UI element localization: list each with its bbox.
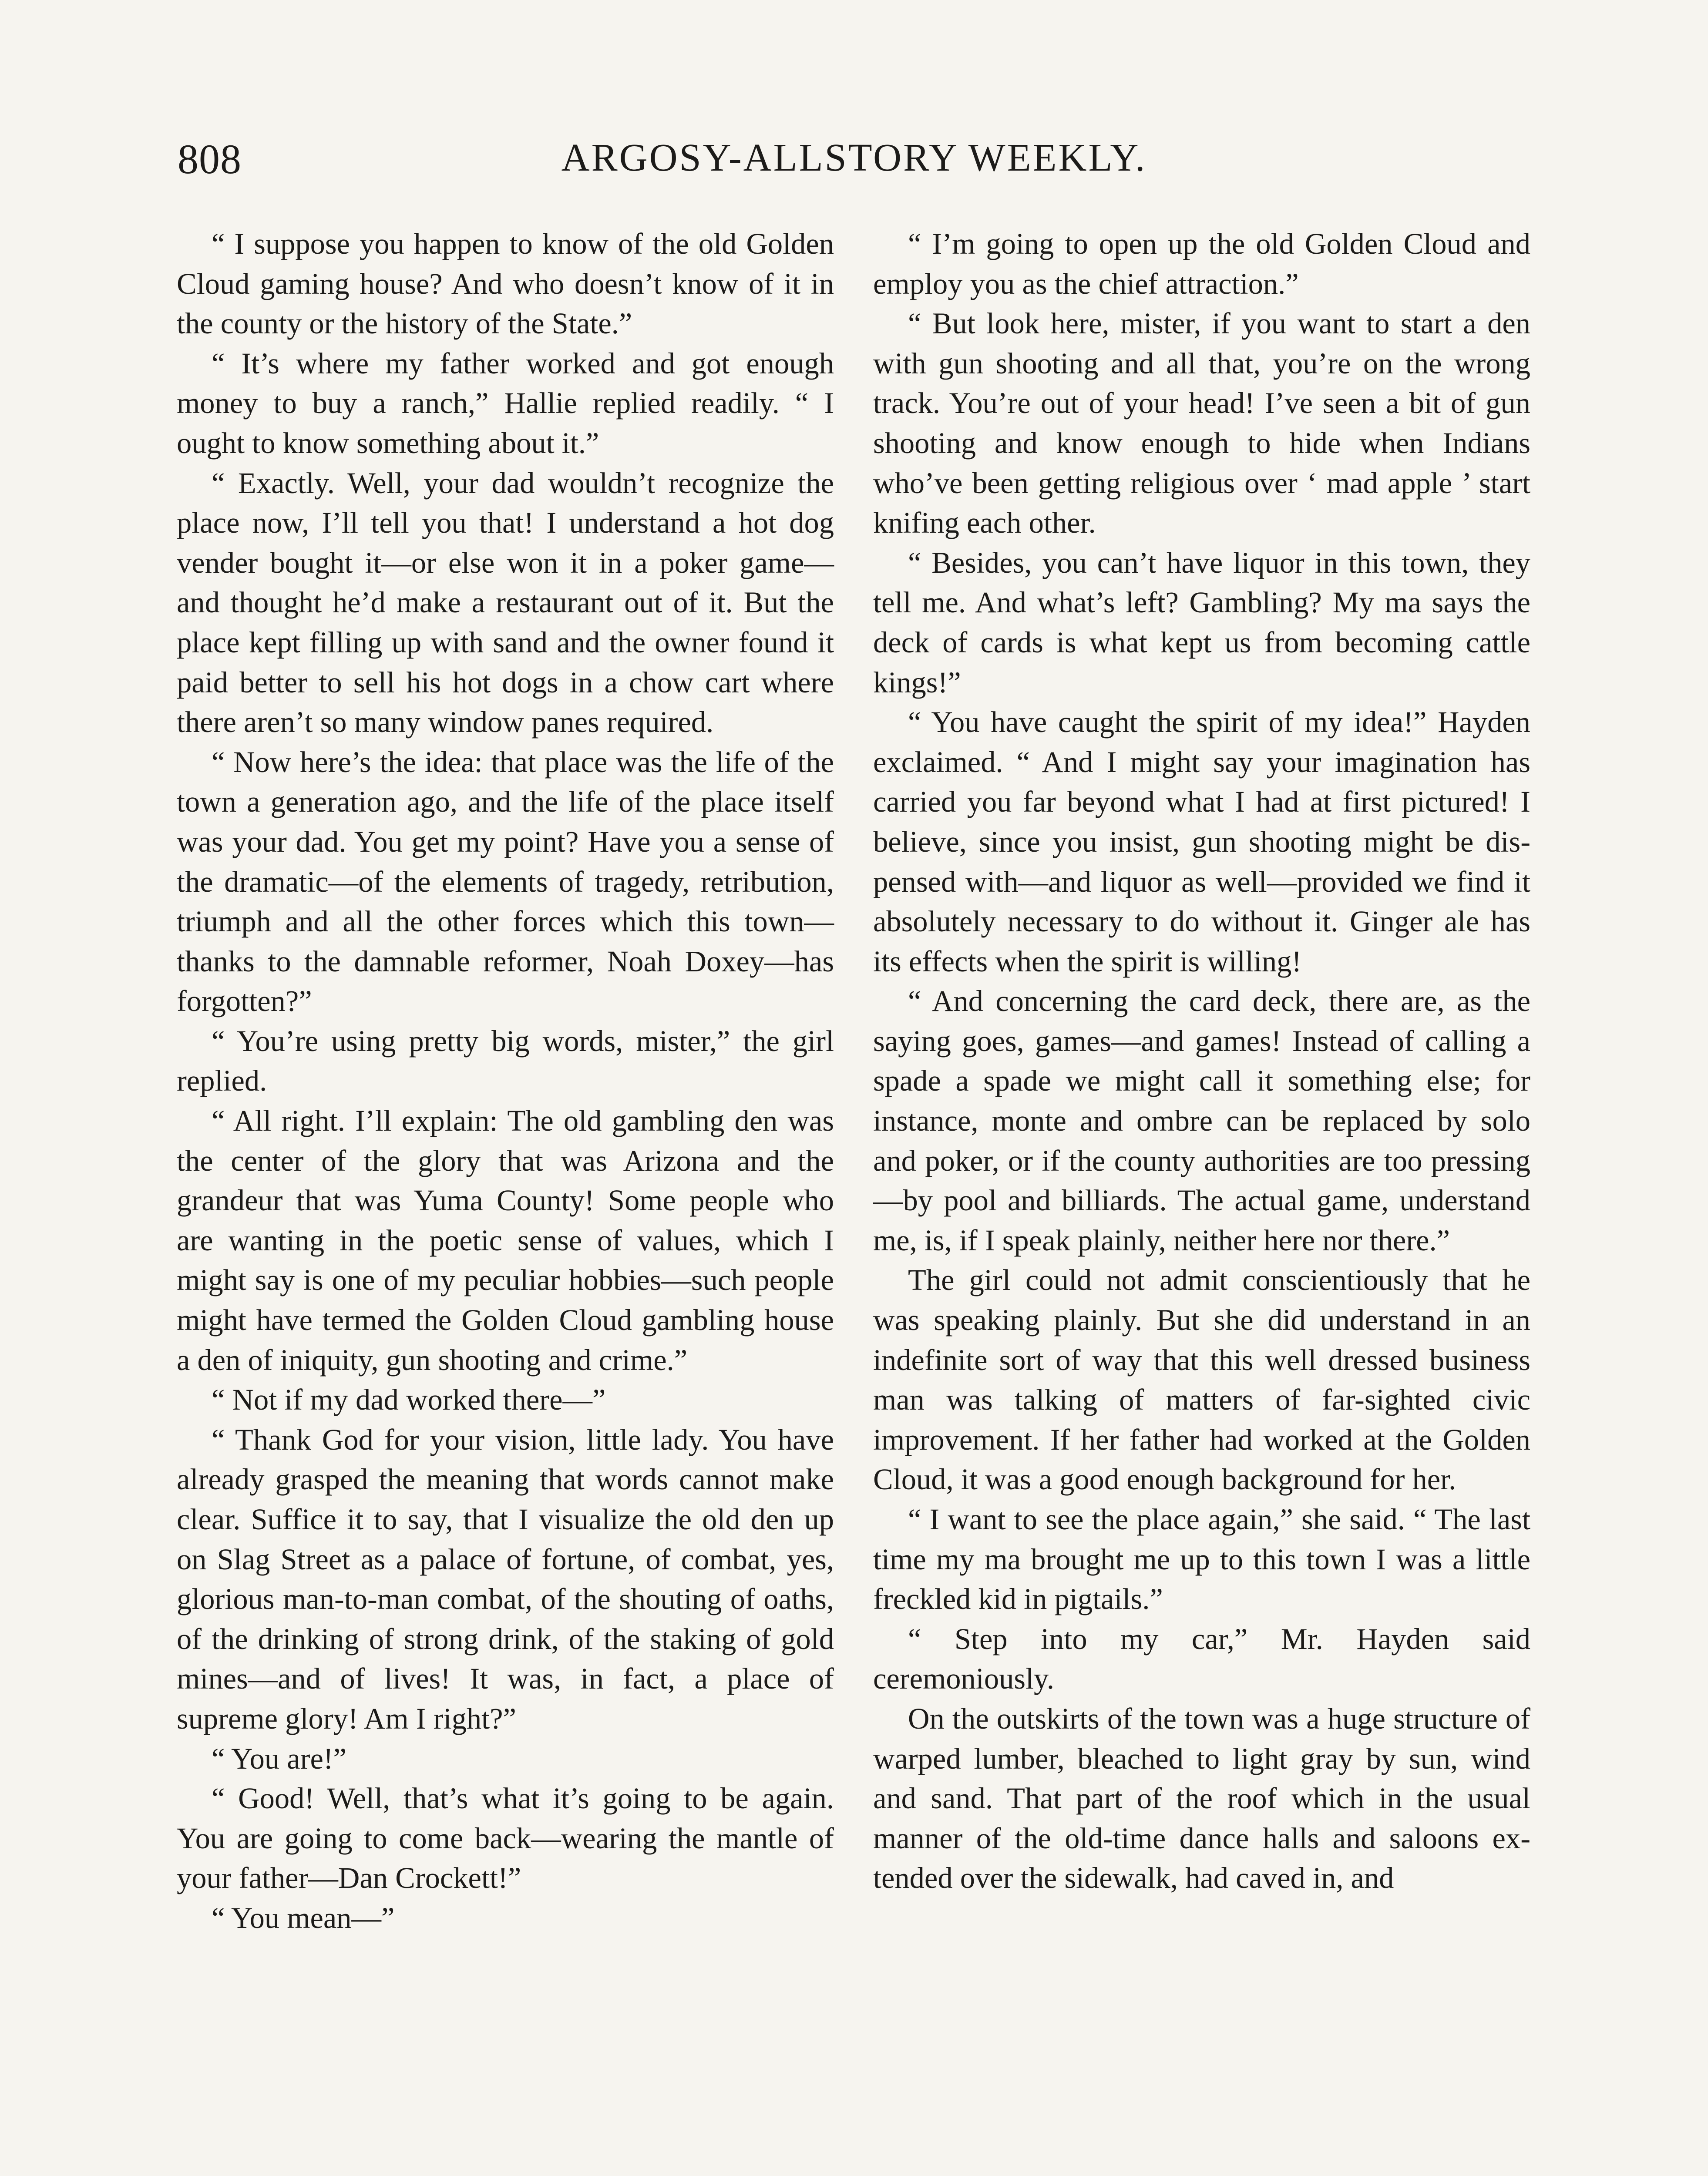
- paragraph: “ And concerning the card deck, there are, as the saying goes, games—and games! Instead of calling a spade a spade we might call it something else; for instance, monte and ombre can be replaced by solo and poker, or if the county authorities are too pressing—by pool and billiards. The actual game, understand me, is, if I speak plainly, neither here nor there.”: [873, 984, 1530, 1257]
- paragraph: On the outskirts of the town was a huge structure of warped lumber, bleached to light gray by sun, wind and sand. That part of the roof which in the usual manner of the old-time dance halls and saloons extended over the sidewalk, had caved in, and: [873, 1702, 1530, 1895]
- paragraph: “ All right. I’ll explain: The old gambling den was the center of the glory that was Arizona and the grandeur that was Yuma County! Some people who are wanting in the poetic sense of values, which I might say is one of my peculiar hobbies—such people might have termed the Golden Cloud gambling house a den of iniquity, gun shooting and crime.”: [177, 1104, 834, 1377]
- page-number: 808: [178, 136, 242, 182]
- paragraph: “ Good! Well, that’s what it’s going to be again. You are going to come back—wearing the mantle of your father—Dan Crockett!”: [177, 1782, 834, 1895]
- paragraph: “ Not if my dad worked there—”: [212, 1383, 606, 1417]
- paragraph: “ You mean—”: [212, 1901, 395, 1934]
- paragraph: “ It’s where my father worked and got enough money to buy a ranch,” Hallie replied readily. “ I ought to know something about it.”: [177, 346, 834, 460]
- paragraph: “ Exactly. Well, your dad wouldn’t recognize the place now, I’ll tell you that! I understand a hot dog vender bought it—or else won it in a poker game—and thought he’d make a restaurant out of it. But the place kept filling up with sand and the owner found it paid better to sell his hot dogs in a chow cart where there aren’t so many window panes required.: [177, 466, 834, 739]
- paragraph: “ You have caught the spirit of my idea!” Hayden exclaimed. “ And I might say your imagination has carried you far beyond what I had at first pictured! I believe, since you insist, gun shooting might be dispensed with—and liquor as well—provided we find it absolutely necessary to do without it. Ginger ale has its effects when the spirit is willing!: [873, 705, 1530, 978]
- paragraph: “ I’m going to open up the old Golden Cloud and employ you as the chief attraction.”: [873, 227, 1530, 300]
- running-head: ARGOSY-ALLSTORY WEEKLY.: [561, 136, 1147, 179]
- paragraph: “ You are!”: [212, 1742, 347, 1775]
- paragraph: The girl could not admit conscientiously that he was speaking plainly. But she did understand in an indefinite sort of way that this well dressed business man was talking of matters of far-sighted civic improvement. If her father had worked at the Golden Cloud, it was a good enough background for her.: [873, 1263, 1530, 1496]
- paragraph: “ I want to see the place again,” she said. “ The last time my ma brought me up to this town I was a little freckled kid in pigtails.”: [873, 1503, 1530, 1616]
- paragraph: “ Besides, you can’t have liquor in this town, they tell me. And what’s left? Gambling? My ma says the deck of cards is what kept us from becoming cattle kings!”: [873, 546, 1530, 699]
- text-column-left: [177, 224, 834, 1938]
- paragraph: “ Step into my car,” Mr. Hayden said ceremoniously.: [873, 1622, 1530, 1696]
- paragraph: “ You’re using pretty big words, mister,” the girl replied.: [177, 1024, 834, 1098]
- text-column-right: [873, 224, 1530, 1898]
- paragraph: “ Now here’s the idea: that place was the life of the town a generation ago, and the life of the place itself was your dad. You get my point? Have you a sense of the dramatic—of the elements of tragedy, retribution, triumph and all the other forces which this town—thanks to the damnable reformer, Noah Doxey—has forgotten?”: [177, 745, 834, 1018]
- paragraph: “ But look here, mister, if you want to start a den with gun shooting and all that, you’re on the wrong track. You’re out of your head! I’ve seen a bit of gun shooting and know enough to hide when Indians who’ve been getting religious over ‘ mad apple ’ start knifing each other.: [873, 307, 1530, 540]
- paragraph: “ Thank God for your vision, little lady. You have already grasped the meaning that words cannot make clear. Suffice it to say, that I visualize the old den up on Slag Street as a palace of fortune, of combat, yes, glorious man-to-man combat, of the shouting of oaths, of the drinking of strong drink, of the staking of gold mines—and of lives! It was, in fact, a place of supreme glory! Am I right?”: [177, 1423, 834, 1735]
- paragraph: “ I suppose you happen to know of the old Golden Cloud gaming house? And who doesn’t know of it in the county or the history of the State.”: [177, 227, 834, 340]
